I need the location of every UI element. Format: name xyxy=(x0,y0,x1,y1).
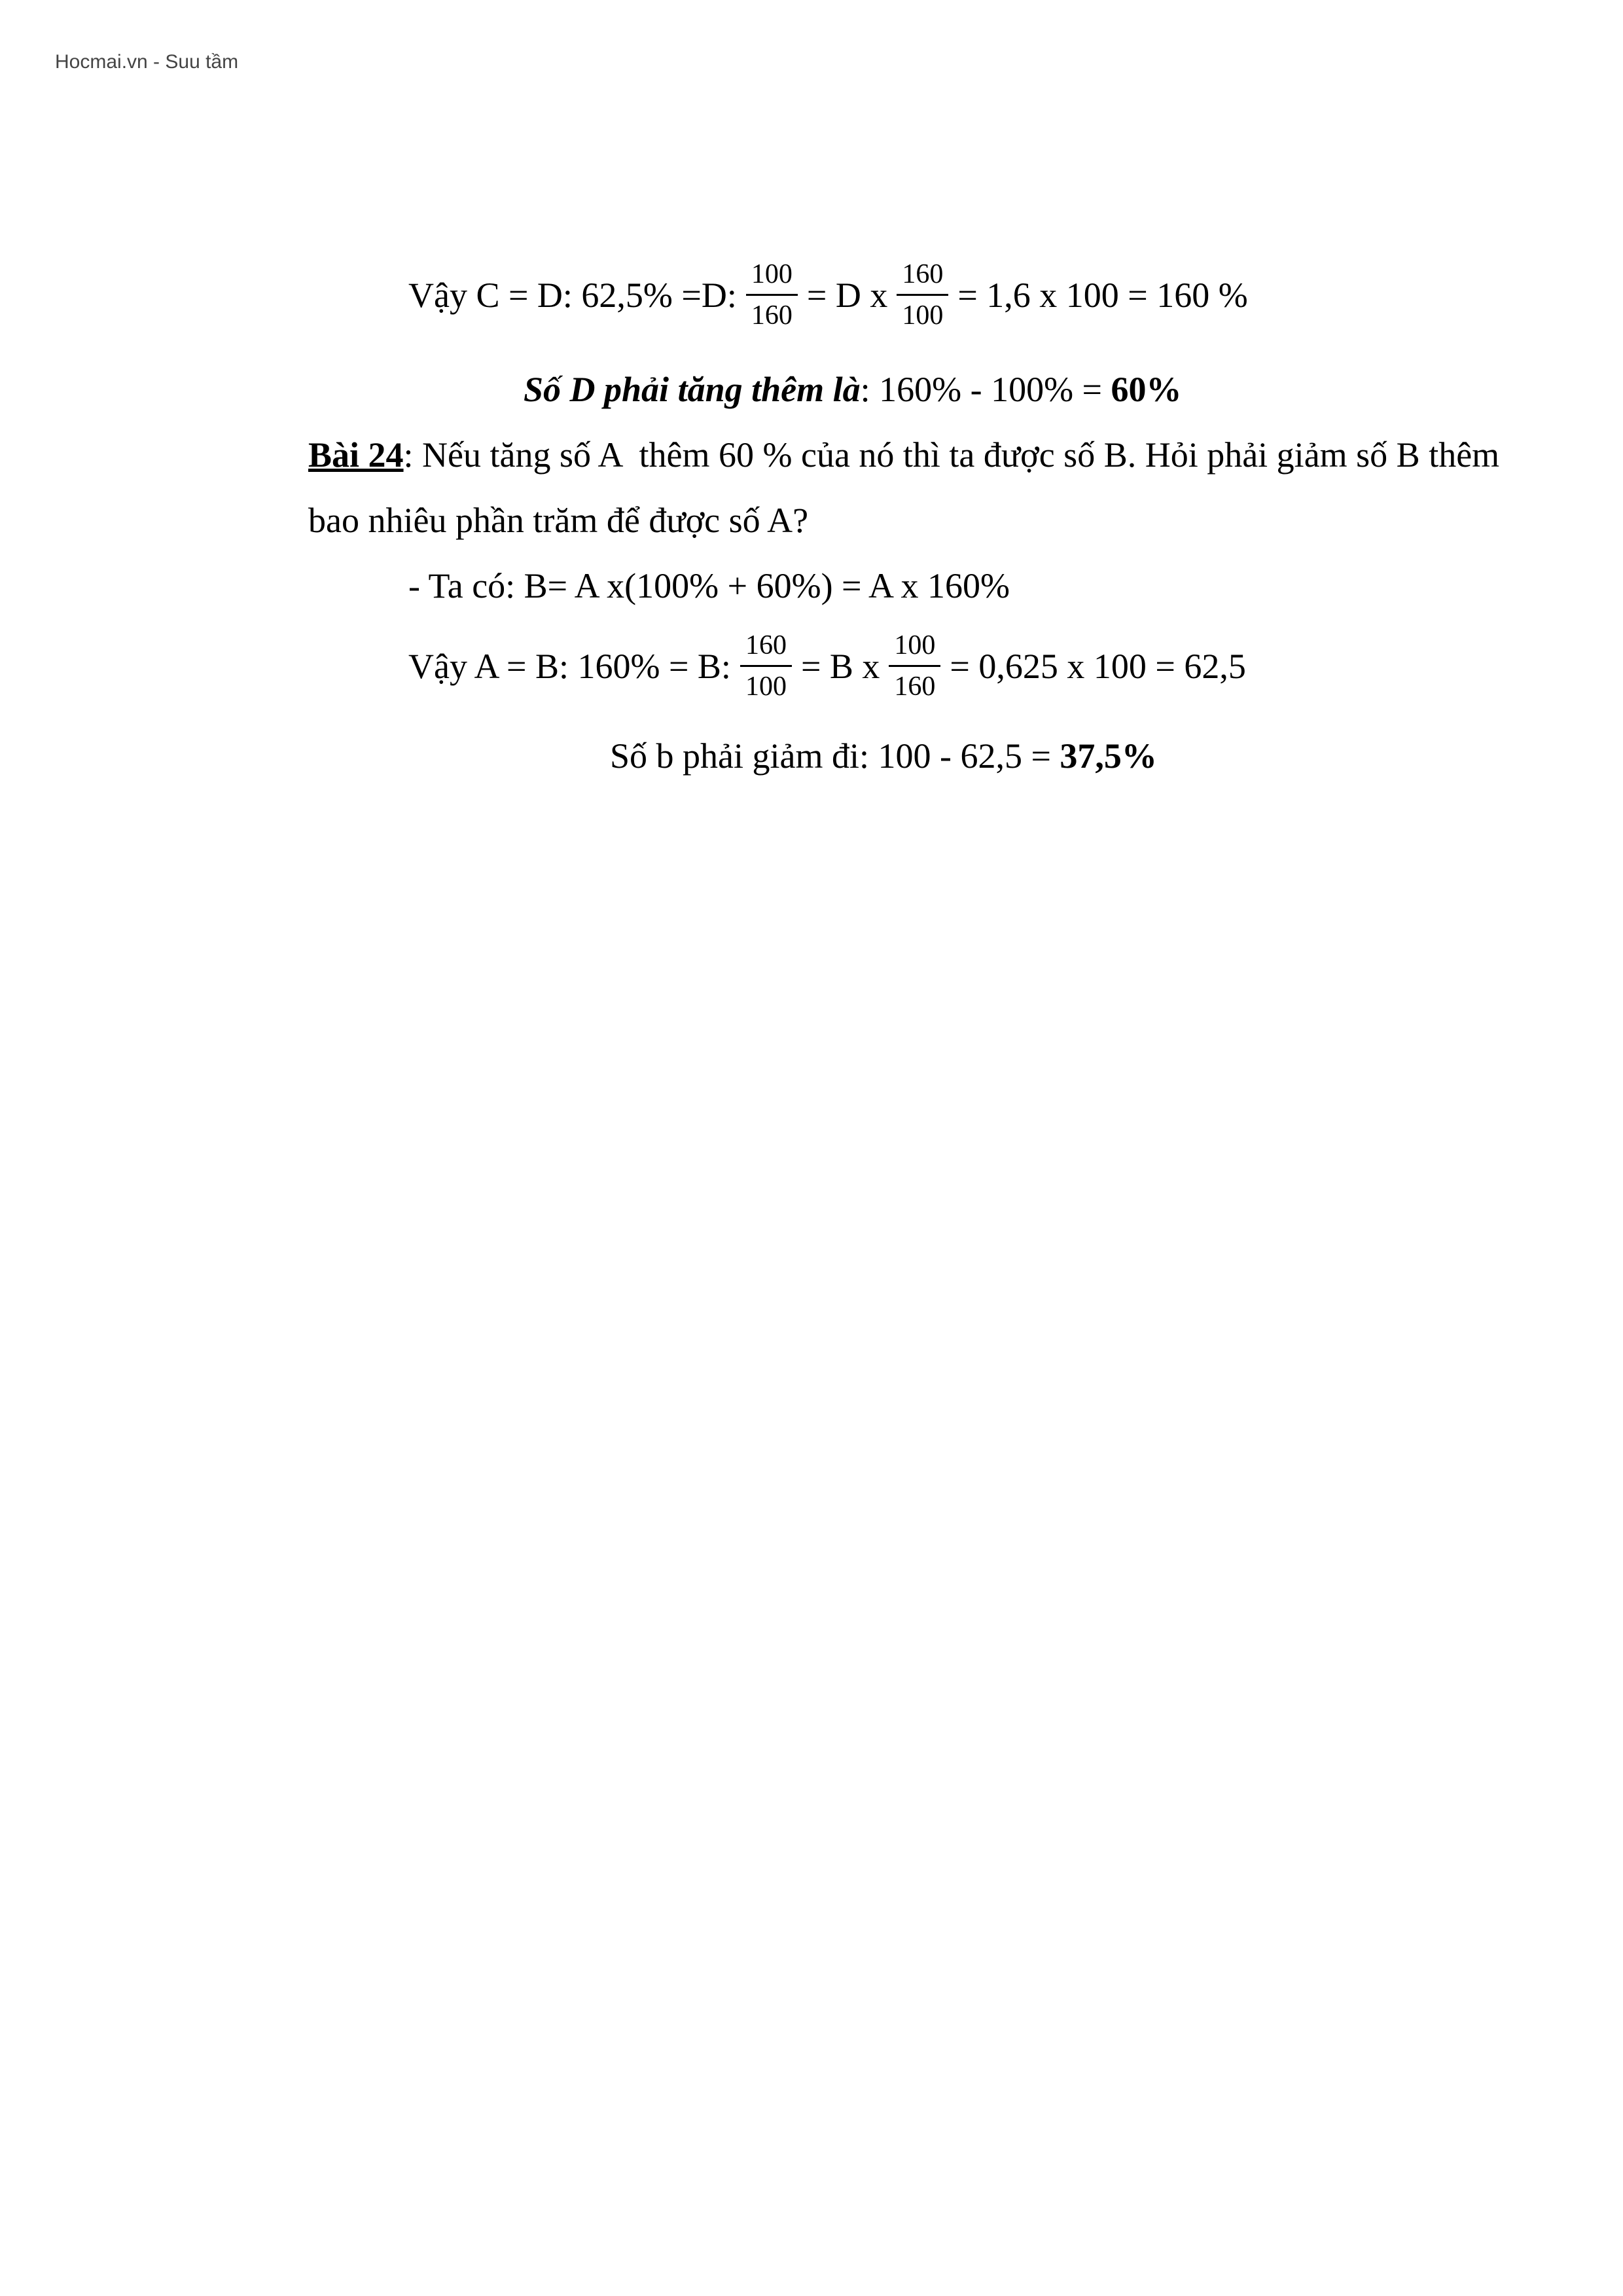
eq2-frac1-denominator: 100 xyxy=(745,672,787,702)
solution-text-1: - Ta có: B= A x(100% + 60%) = A x 160% xyxy=(408,566,1010,605)
watermark: Hocmai.vn - Suu tầm xyxy=(55,51,239,73)
eq1-fraction-1 xyxy=(746,259,798,332)
eq1-prefix: Vậy C = D: 62,5% =D: xyxy=(408,275,737,315)
eq1-frac1-denominator: 160 xyxy=(751,300,793,331)
eq2-suffix: = 0,625 x 100 = 62,5 xyxy=(950,646,1246,686)
eq1-frac1-numerator: 100 xyxy=(746,259,798,296)
eq2-fraction-1 xyxy=(740,630,792,703)
eq2-frac2-numerator: 100 xyxy=(889,630,940,667)
problem-line-1 xyxy=(308,437,1499,473)
conclusion-2-text: Số b phải giảm đi: 100 - 62,5 = xyxy=(610,736,1060,776)
eq2-frac2-denominator: 160 xyxy=(894,672,936,702)
conclusion-1-result: 60% xyxy=(1111,370,1182,409)
problem-text-1: : Nếu tăng số A thêm 60 % của nó thì ta được số B. Hỏi phải giảm số B thêm xyxy=(403,435,1500,475)
eq2-mid: = B x xyxy=(800,646,880,686)
conclusion-1-text: : 160% - 100% = xyxy=(860,370,1111,409)
solution-line-1 xyxy=(408,568,1010,603)
conclusion-line-1 xyxy=(524,372,1182,407)
conclusion-2-result: 37,5% xyxy=(1060,736,1157,776)
problem-title: Bài 24 xyxy=(308,435,404,475)
conclusion-1-label: Số D phải tăng thêm là xyxy=(524,370,861,409)
eq2-fraction-2 xyxy=(889,630,940,703)
problem-line-2 xyxy=(308,503,808,538)
problem-text-2: bao nhiêu phần trăm để được số A? xyxy=(308,501,809,540)
eq1-suffix: = 1,6 x 100 = 160 % xyxy=(957,275,1248,315)
conclusion-line-2 xyxy=(610,738,1157,774)
eq1-mid: = D x xyxy=(806,275,888,315)
eq1-frac2-numerator: 160 xyxy=(897,259,948,296)
eq1-fraction-2 xyxy=(897,259,948,332)
eq1-frac2-denominator: 100 xyxy=(902,300,944,331)
eq2-frac1-numerator: 160 xyxy=(740,630,792,667)
equation-line-2 xyxy=(408,630,1246,703)
eq2-prefix: Vậy A = B: 160% = B: xyxy=(408,646,731,686)
equation-line-1 xyxy=(408,259,1248,332)
